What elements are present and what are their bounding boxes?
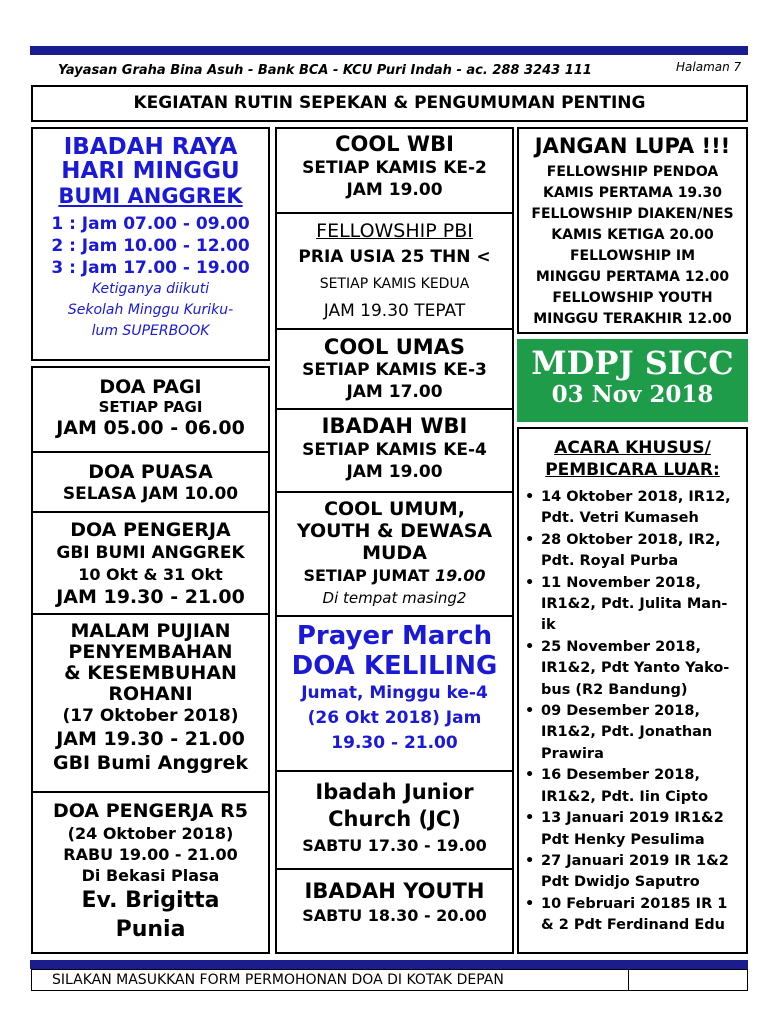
doa-r5-place: Di Bekasi Plasa: [81, 866, 220, 885]
malam-pujian-line-3: & KESEMBUHAN: [64, 662, 237, 684]
reminder-2-time: KAMIS KETIGA 20.00: [551, 227, 714, 243]
event-line: 27 Januari 2019 IR 1&2: [541, 852, 729, 869]
junior-church-title: Ibadah Junior: [315, 780, 474, 804]
prayer-march-section: [277, 615, 512, 770]
foundation-line: Yayasan Graha Bina Asuh - Bank BCA - KCU Puri Indah - ac. 288 3243 111: [58, 63, 592, 78]
malam-pujian-time: JAM 19.30 - 21.00: [56, 728, 245, 750]
doa-pagi-time: JAM 05.00 - 06.00: [56, 417, 245, 439]
note-line-2: Sekolah Minggu Kuriku-: [67, 302, 234, 318]
cool-umas-time: JAM 17.00: [346, 382, 443, 402]
fellowship-pbi-title: FELLOWSHIP PBI: [316, 220, 473, 242]
bullet-icon: •: [525, 703, 535, 720]
top-bar: [30, 46, 748, 55]
ibadah-wbi-time: JAM 19.00: [346, 462, 443, 482]
mdpj-title: MDPJ SICC: [531, 344, 734, 382]
event-item: [523, 487, 746, 530]
bullet-icon: •: [525, 895, 535, 912]
doa-r5-speaker-1: Ev. Brigitta: [81, 888, 220, 913]
service-time-2: 2 : Jam 10.00 - 12.00: [51, 236, 250, 256]
event-item: [523, 637, 746, 701]
doa-pagi-sub: SETIAP PAGI: [98, 398, 203, 416]
cool-umum-line-1: COOL UMUM,: [324, 498, 465, 520]
ibadah-raya-subtitle: HARI MINGGU: [61, 158, 240, 184]
reminder-1: [519, 162, 746, 204]
junior-church-time: SABTU 17.30 - 19.00: [302, 836, 487, 855]
doa-pagi-section: [33, 368, 268, 451]
cool-umum-place: Di tempat masing2: [322, 589, 467, 607]
page-title: KEGIATAN RUTIN SEPEKAN & PENGUMUMAN PENTING: [31, 85, 748, 122]
reminder-2-name: FELLOWSHIP DIAKEN/NES: [531, 206, 734, 222]
service-time-3: 3 : Jam 17.00 - 19.00: [51, 258, 250, 278]
event-line: 10 Februari 20185 IR 1: [541, 895, 728, 912]
ibadah-raya-box: [31, 127, 270, 361]
event-line: 11 November 2018,: [541, 574, 701, 591]
ibadah-youth-section: [277, 868, 512, 928]
doa-pengerja-section: [33, 511, 268, 613]
acara-list: [519, 487, 746, 937]
reminder-4-name: FELLOWSHIP YOUTH: [552, 290, 713, 306]
event-line: bus (R2 Bandung): [541, 681, 688, 698]
event-line: 09 Desember 2018,: [541, 703, 700, 720]
doa-pengerja-time: JAM 19.30 - 21.00: [56, 586, 245, 608]
cool-wbi-day: SETIAP KAMIS KE-2: [302, 158, 487, 178]
cool-wbi-title: COOL WBI: [335, 132, 454, 156]
reminder-1-name: FELLOWSHIP PENDOA: [546, 164, 719, 180]
left-schedule-box: [31, 366, 270, 954]
event-item: [523, 765, 746, 808]
ibadah-raya-title: IBADAH RAYA: [63, 134, 238, 160]
fellowship-pbi-who: PRIA USIA 25 THN <: [298, 247, 491, 267]
cool-umas-day: SETIAP KAMIS KE-3: [302, 360, 487, 380]
cool-umum-section: [277, 491, 512, 615]
doa-pengerja-title: DOA PENGERJA: [70, 519, 231, 541]
event-item: [523, 530, 746, 573]
event-line: IR1&2, Pdt. Jonathan: [541, 724, 713, 741]
reminder-2: [519, 204, 746, 246]
bullet-icon: •: [525, 810, 535, 827]
bullet-icon: •: [525, 574, 535, 591]
prayer-march-title: Prayer March: [296, 621, 493, 651]
event-line: Pdt Dwidjo Saputro: [541, 874, 700, 891]
cool-umum-line-2: YOUTH & DEWASA: [296, 520, 493, 542]
reminder-1-time: KAMIS PERTAMA 19.30: [543, 185, 722, 201]
doa-puasa-section: [33, 451, 268, 511]
bullet-icon: •: [525, 767, 535, 784]
fellowship-pbi-day: SETIAP KAMIS KEDUA: [319, 276, 470, 292]
bottom-bar: [30, 960, 748, 969]
middle-schedule-box: [275, 127, 514, 954]
bullet-icon: •: [525, 531, 535, 548]
event-line: 16 Desember 2018,: [541, 767, 700, 784]
jangan-lupa-title: JANGAN LUPA !!!: [534, 134, 731, 158]
malam-pujian-line-2: PENYEMBAHAN: [68, 641, 233, 663]
junior-church-section: [277, 770, 512, 868]
bullet-icon: •: [525, 638, 535, 655]
prayer-march-line-1: Jumat, Minggu ke-4: [301, 683, 488, 703]
acara-title-2: PEMBICARA LUAR:: [545, 460, 720, 480]
cool-umum-line-3: MUDA: [362, 542, 427, 564]
page-number: Halaman 7: [676, 60, 742, 74]
acara-khusus-box: [517, 427, 748, 954]
footer-box: [31, 969, 748, 991]
service-time-1: 1 : Jam 07.00 - 09.00: [51, 214, 250, 234]
event-line: 25 November 2018,: [541, 638, 701, 655]
malam-pujian-place: GBI Bumi Anggrek: [52, 752, 249, 774]
malam-pujian-date: (17 Oktober 2018): [62, 706, 239, 726]
ibadah-wbi-day: SETIAP KAMIS KE-4: [302, 440, 487, 460]
doa-pengerja-place: GBI BUMI ANGGREK: [56, 543, 245, 563]
doa-r5-section: [33, 791, 268, 944]
doa-r5-title: DOA PENGERJA R5: [53, 800, 248, 822]
event-item: [523, 851, 746, 894]
event-item: [523, 894, 746, 937]
fellowship-pbi-time: JAM 19.30 TEPAT: [323, 301, 466, 321]
junior-church-title-2: Church (JC): [328, 807, 461, 831]
event-item: [523, 701, 746, 765]
event-line: 13 Januari 2019 IR1&2: [541, 810, 724, 827]
prayer-march-title-2: DOA KELILING: [291, 651, 498, 681]
ibadah-wbi-title: IBADAH WBI: [321, 414, 468, 438]
event-line: Pdt. Vetri Kumaseh: [541, 510, 699, 527]
bullet-icon: •: [525, 852, 535, 869]
event-line: Prawira: [541, 745, 604, 762]
acara-title-1: ACARA KHUSUS/: [554, 438, 711, 458]
reminder-3: [519, 246, 746, 288]
fellowship-pbi-section: [277, 212, 512, 328]
event-line: 14 Oktober 2018, IR12,: [541, 489, 731, 505]
bullet-icon: •: [525, 489, 535, 505]
event-line: & 2 Pdt Ferdinand Edu: [541, 917, 725, 934]
event-line: Pdt Henky Pesulima: [541, 831, 705, 848]
prayer-march-line-3: 19.30 - 21.00: [331, 733, 458, 753]
cool-umas-title: COOL UMAS: [323, 335, 466, 359]
malam-pujian-section: [33, 613, 268, 791]
doa-pagi-title: DOA PAGI: [99, 376, 202, 398]
cool-umum-time: 19.00: [434, 566, 486, 585]
note-line-1: Ketiganya diikuti: [91, 281, 210, 297]
footer-text: SILAKAN MASUKKAN FORM PERMOHONAN DOA DI KOTAK DEPAN: [52, 972, 504, 988]
event-item: [523, 573, 746, 637]
doa-pengerja-dates: 10 Okt & 31 Okt: [78, 565, 223, 584]
event-line: 28 Oktober 2018, IR2,: [541, 531, 721, 548]
malam-pujian-line-1: MALAM PUJIAN: [70, 620, 231, 642]
event-line: IR1&2, Pdt. Iin Cipto: [541, 788, 709, 805]
cool-wbi-time: JAM 19.00: [346, 180, 443, 200]
doa-puasa-time: SELASA JAM 10.00: [62, 484, 239, 504]
doa-r5-date: (24 Oktober 2018): [67, 824, 234, 843]
footer-divider: [628, 970, 629, 990]
ibadah-youth-title: IBADAH YOUTH: [304, 879, 485, 903]
mdpj-date: 03 Nov 2018: [551, 381, 714, 408]
event-line: IR1&2, Pdt Yanto Yako-: [541, 660, 730, 677]
mdpj-banner: [517, 339, 748, 422]
note-line-3: lum SUPERBOOK: [91, 323, 210, 339]
cool-umas-section: [277, 328, 512, 408]
prayer-march-line-2: (26 Okt 2018) Jam: [307, 708, 482, 728]
ibadah-wbi-section: [277, 408, 512, 491]
event-line: IR1&2, Pdt. Julita Man-: [541, 596, 728, 613]
jangan-lupa-box: [517, 127, 748, 334]
cool-umum-day: SETIAP JUMAT: [303, 566, 430, 585]
reminder-4: [519, 288, 746, 330]
ibadah-youth-time: SABTU 18.30 - 20.00: [302, 906, 487, 925]
doa-puasa-title: DOA PUASA: [88, 461, 213, 483]
reminder-4-time: MINGGU TERAKHIR 12.00: [533, 311, 732, 327]
reminder-3-name: FELLOWSHIP IM: [569, 248, 696, 264]
event-line: Pdt. Royal Purba: [541, 553, 679, 570]
malam-pujian-line-4: ROHANI: [108, 683, 193, 705]
reminder-3-time: MINGGU PERTAMA 12.00: [535, 269, 730, 285]
doa-r5-time: RABU 19.00 - 21.00: [63, 845, 238, 864]
ibadah-raya-location: BUMI ANGGREK: [58, 184, 243, 208]
doa-r5-speaker-2: Punia: [115, 917, 186, 942]
event-line: ik: [541, 617, 556, 634]
cool-wbi-section: [277, 129, 512, 212]
event-item: [523, 808, 746, 851]
